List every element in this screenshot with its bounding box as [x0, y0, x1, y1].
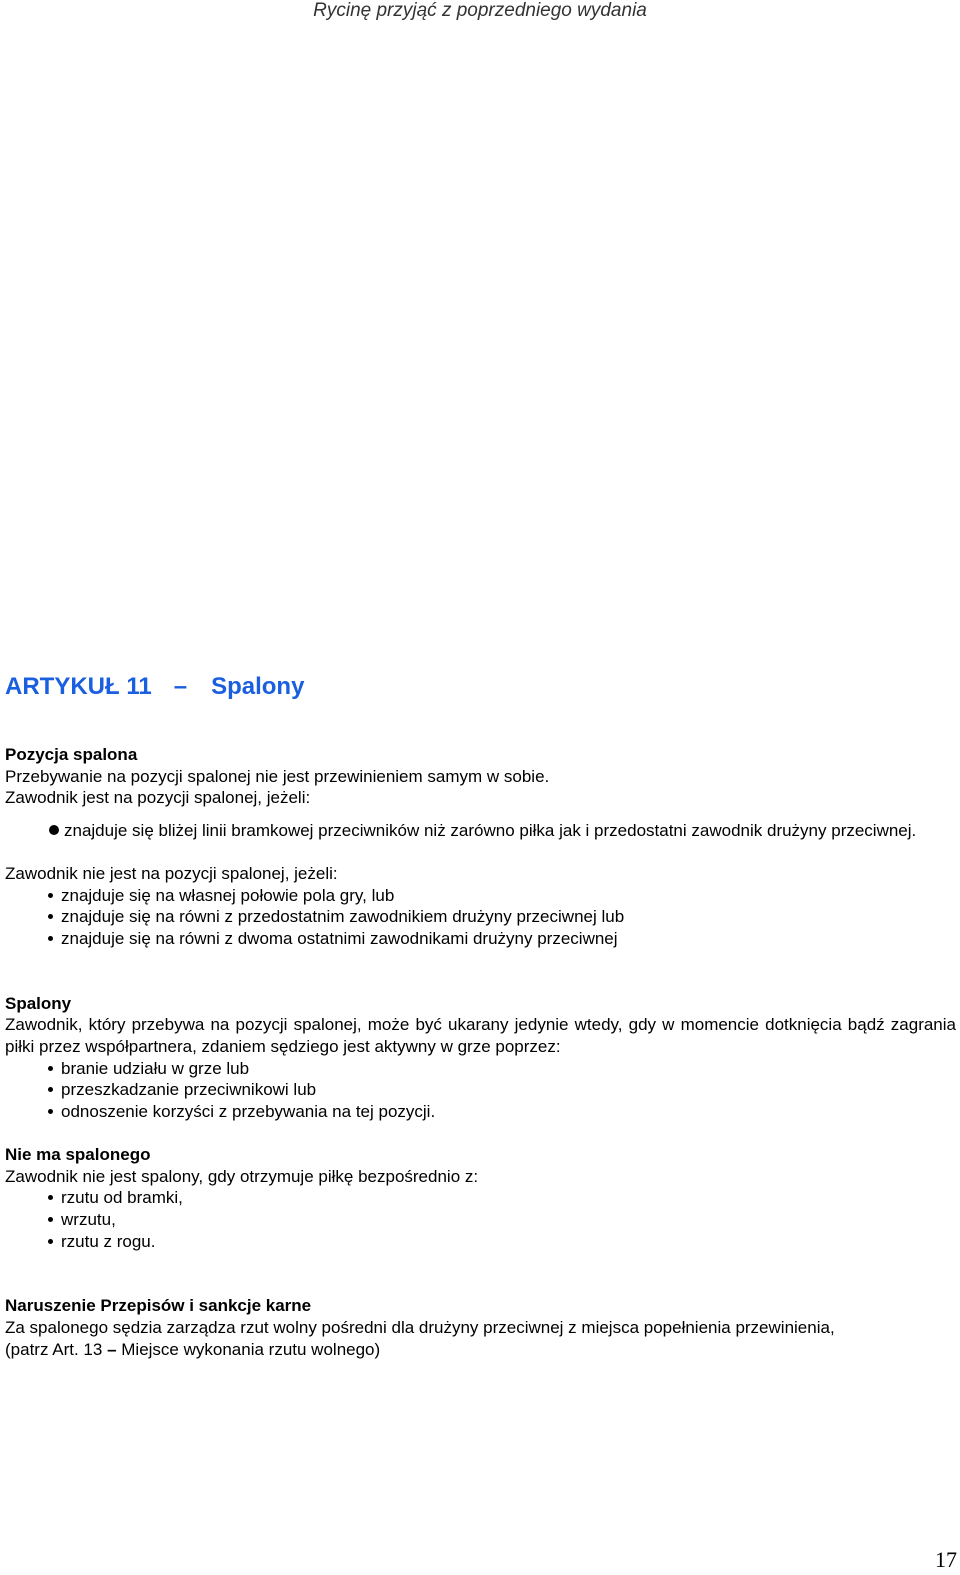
not-offside-position-list: [5, 885, 956, 950]
offside-position-line1: Przebywanie na pozycji spalonej nie jest przewinieniem samym w sobie.: [5, 766, 550, 786]
article-number: ARTYKUŁ 11: [5, 673, 152, 700]
bullet-icon: [48, 1217, 53, 1222]
offside-list: [5, 1058, 956, 1123]
section-heading-offside-position: Pozycja spalona: [5, 745, 138, 764]
offside-text: Zawodnik, który przebywa na pozycji spalonej, może być ukarany jedynie wtedy, gdy w momencie dotknięcia bądź zagrania piłki przez współpartnera, zdaniem sędziego jest aktywny w grze poprzez:: [5, 1015, 956, 1057]
article-name: Spalony: [211, 673, 305, 700]
article-dash: –: [173, 673, 188, 700]
list-item: znajduje się na równi z dwoma ostatnimi zawodnikami drużyny przeciwnej: [5, 928, 956, 950]
list-item: rzutu z rogu.: [5, 1231, 956, 1253]
offside-position-bullet-text: znajduje się bliżej linii bramkowej przeciwników niż zarówno piłka jak i przedostatni zawodnik drużyny przeciwnej.: [64, 821, 917, 841]
infringements-reference: (patrz Art. 13 – Miejsce wykonania rzutu wolnego): [5, 1339, 381, 1359]
list-item: znajduje się na równi z przedostatnim zawodnikiem drużyny przeciwnej lub: [5, 906, 956, 928]
list-item: branie udziału w grze lub: [5, 1058, 956, 1080]
section-heading-offside: Spalony: [5, 993, 72, 1013]
list-item: przeszkadzanie przeciwnikowi lub: [5, 1079, 956, 1101]
bullet-icon: [48, 914, 53, 919]
offside-position-bullet: [5, 820, 956, 842]
list-item: rzutu od bramki,: [5, 1187, 956, 1209]
offside-position-line2: Zawodnik jest na pozycji spalonej, jeżeli:: [5, 788, 311, 808]
bullet-icon: [48, 1109, 53, 1114]
no-offside-list: [5, 1187, 956, 1252]
bullet-icon: [48, 1066, 53, 1071]
bullet-icon: [48, 936, 53, 941]
no-offside-text: Zawodnik nie jest spalony, gdy otrzymuje piłkę bezpośrednio z:: [5, 1166, 479, 1186]
page-number: 17: [935, 1547, 957, 1572]
bullet-icon: [48, 893, 53, 898]
article-content: [5, 744, 956, 1360]
bullet-icon: [48, 1195, 53, 1200]
infringements-text: Za spalonego sędzia zarządza rzut wolny pośredni dla drużyny przeciwnej z miejsca popełnienia przewinienia,: [5, 1318, 835, 1338]
list-item: wrzutu,: [5, 1209, 956, 1231]
section-heading-no-offside: Nie ma spalonego: [5, 1144, 151, 1164]
not-offside-position-intro: Zawodnik nie jest na pozycji spalonej, jeżeli:: [5, 863, 338, 883]
header-note: Rycinę przyjąć z poprzedniego wydania: [313, 0, 647, 21]
bullet-icon: [48, 1087, 53, 1092]
list-item: odnoszenie korzyści z przebywania na tej pozycji.: [5, 1101, 956, 1123]
section-heading-infringements: Naruszenie Przepisów i sankcje karne: [5, 1296, 312, 1316]
bullet-icon: [48, 1239, 53, 1244]
article-title: [5, 672, 304, 702]
bullet-dot-icon: [49, 825, 59, 835]
reference-dash: –: [107, 1339, 117, 1359]
list-item: znajduje się na własnej połowie pola gry, lub: [5, 885, 956, 907]
